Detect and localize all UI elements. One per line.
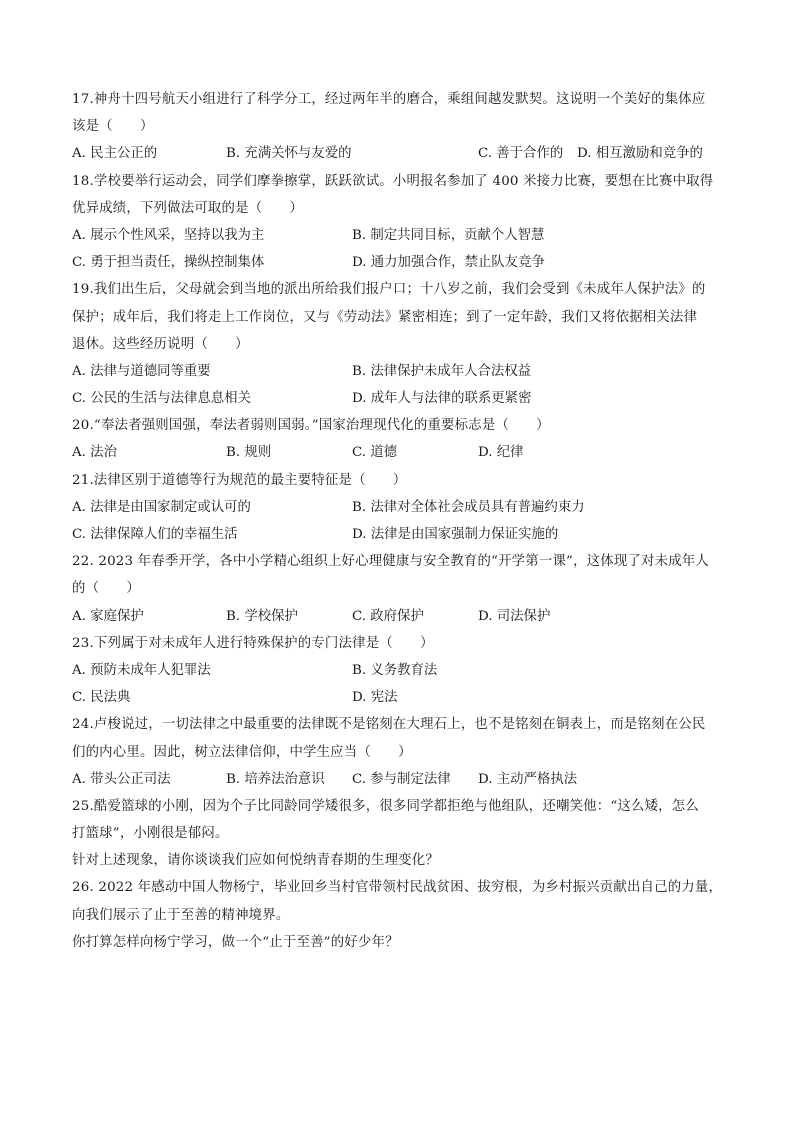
option-row	[72, 390, 732, 417]
question-sheet	[72, 91, 732, 961]
option-c: C. 政府保护	[352, 608, 424, 624]
question-25	[72, 798, 732, 880]
option-d: D. 主动严格执法	[478, 771, 578, 787]
option-d: D. 通力加强合作，禁止队友竞争	[352, 255, 545, 271]
question-text: 18.学校要举行运动会，同学们摩拳擦掌，跃跃欲试。小明报名参加了 400 米接力比赛，要想在比赛中取得	[72, 173, 714, 189]
question-text: 20.“奉法者强则国强，奉法者弱则国弱。”国家治理现代化的重要标志是（ ）	[72, 418, 550, 434]
option-c: C. 参与制定法律	[352, 771, 451, 787]
option-b: B. 法律对全体社会成员具有普遍约束力	[352, 499, 585, 515]
question-23	[72, 635, 732, 717]
question-21	[72, 472, 732, 554]
option-row	[72, 363, 732, 390]
question-text: 25.酷爱篮球的小刚，因为个子比同龄同学矮很多，很多同学都拒绝与他组队，还嘲笑他：“这么矮，怎么	[72, 798, 699, 814]
question-17	[72, 91, 732, 173]
question-24	[72, 716, 732, 798]
option-row	[72, 145, 732, 172]
question-text: 打篮球”，小刚很是郁闷。	[72, 826, 229, 842]
option-b: B. 培养法治意识	[226, 771, 325, 787]
option-d: D. 法律是由国家强制力保证实施的	[352, 527, 559, 542]
option-b: B. 法律保护未成年人合法权益	[352, 363, 532, 379]
question-text: 17.神舟十四号航天小组进行了科学分工，经过两年半的磨合，乘组间越发默契。这说明一个美好的集体应	[72, 92, 706, 107]
question-20	[72, 417, 732, 471]
question-text: 向我们展示了止于至善的精神境界。	[72, 907, 290, 923]
option-c: C. 公民的生活与法律息息相关	[72, 391, 251, 407]
option-b: B. 制定共同目标，贡献个人智慧	[352, 227, 545, 243]
option-d: D. 宪法	[352, 690, 398, 706]
question-19	[72, 281, 732, 417]
question-prompt: 你打算怎样向杨宁学习，做一个“止于至善”的好少年？	[72, 934, 399, 950]
option-c: C. 民法典	[72, 690, 131, 706]
question-text: 优异成绩，下列做法可取的是（ ）	[72, 200, 304, 216]
option-b: B. 义务教育法	[352, 662, 438, 678]
option-a: A. 预防未成年人犯罪法	[72, 662, 211, 678]
option-d: D. 相互激励和竞争的	[577, 146, 703, 162]
option-d: D. 纪律	[478, 445, 524, 461]
option-a: A. 法律与道德同等重要	[72, 363, 211, 379]
question-18	[72, 173, 732, 282]
question-text: 19.我们出生后，父母就会到当地的派出所给我们报户口；十八岁之前，我们会受到《未成年人保护法》的	[72, 282, 706, 298]
question-text: 22. 2023 年春季开学，各中小学精心组织上好心理健康与安全教育的“开学第一课”，这体现了对未成年人	[72, 554, 709, 570]
option-c: C. 法律保障人们的幸福生活	[72, 527, 238, 542]
question-text: 的（ ）	[72, 581, 140, 597]
option-b: B. 充满关怀与友爱的	[226, 146, 352, 162]
option-a: A. 法治	[72, 445, 117, 461]
option-c: C. 勇于担当责任，操纵控制集体	[72, 255, 265, 271]
option-d: D. 司法保护	[478, 608, 551, 624]
option-row	[72, 689, 732, 716]
question-26	[72, 879, 732, 961]
option-row	[72, 254, 732, 281]
option-row	[72, 771, 732, 798]
question-text: 退休。这些经历说明（ ）	[72, 336, 249, 352]
option-a: A. 法律是由国家制定或认可的	[72, 499, 251, 515]
question-22	[72, 553, 732, 635]
question-text: 该是（ ）	[72, 119, 154, 135]
option-c: C. 善于合作的	[478, 146, 564, 162]
option-row	[72, 526, 732, 553]
option-a: A. 民主公正的	[72, 146, 158, 162]
option-row	[72, 499, 732, 526]
question-text: 24.卢梭说过，一切法律之中最重要的法律既不是铭刻在大理石上，也不是铭刻在铜表上，而是铭刻在公民	[72, 717, 706, 733]
option-b: B. 学校保护	[226, 608, 298, 624]
option-a: A. 带头公正司法	[72, 771, 171, 787]
question-prompt: 针对上述现象，请你谈谈我们应如何悦纳青春期的生理变化？	[72, 853, 439, 869]
option-c: C. 道德	[352, 445, 398, 461]
question-text: 26. 2022 年感动中国人物杨宁，毕业回乡当村官带领村民战贫困、拔穷根，为乡村振兴贡献出自己的力量，	[72, 880, 723, 896]
option-row	[72, 662, 732, 689]
option-row	[72, 444, 732, 471]
question-text: 21.法律区别于道德等行为规范的最主要特征是（ ）	[72, 472, 407, 488]
option-row	[72, 227, 732, 254]
option-d: D. 成年人与法律的联系更紧密	[352, 391, 532, 407]
question-text: 23.下列属于对未成年人进行特殊保护的专门法律是（ ）	[72, 635, 434, 651]
option-row	[72, 608, 732, 635]
question-text: 们的内心里。因此，树立法律信仰，中学生应当（ ）	[72, 744, 412, 760]
option-a: A. 家庭保护	[72, 608, 144, 624]
question-text: 保护；成年后，我们将走上工作岗位，又与《劳动法》紧密相连；到了一定年龄，我们又将依据相关法律	[72, 309, 698, 325]
option-a: A. 展示个性风采，坚持以我为主	[72, 227, 265, 243]
option-b: B. 规则	[226, 445, 272, 461]
